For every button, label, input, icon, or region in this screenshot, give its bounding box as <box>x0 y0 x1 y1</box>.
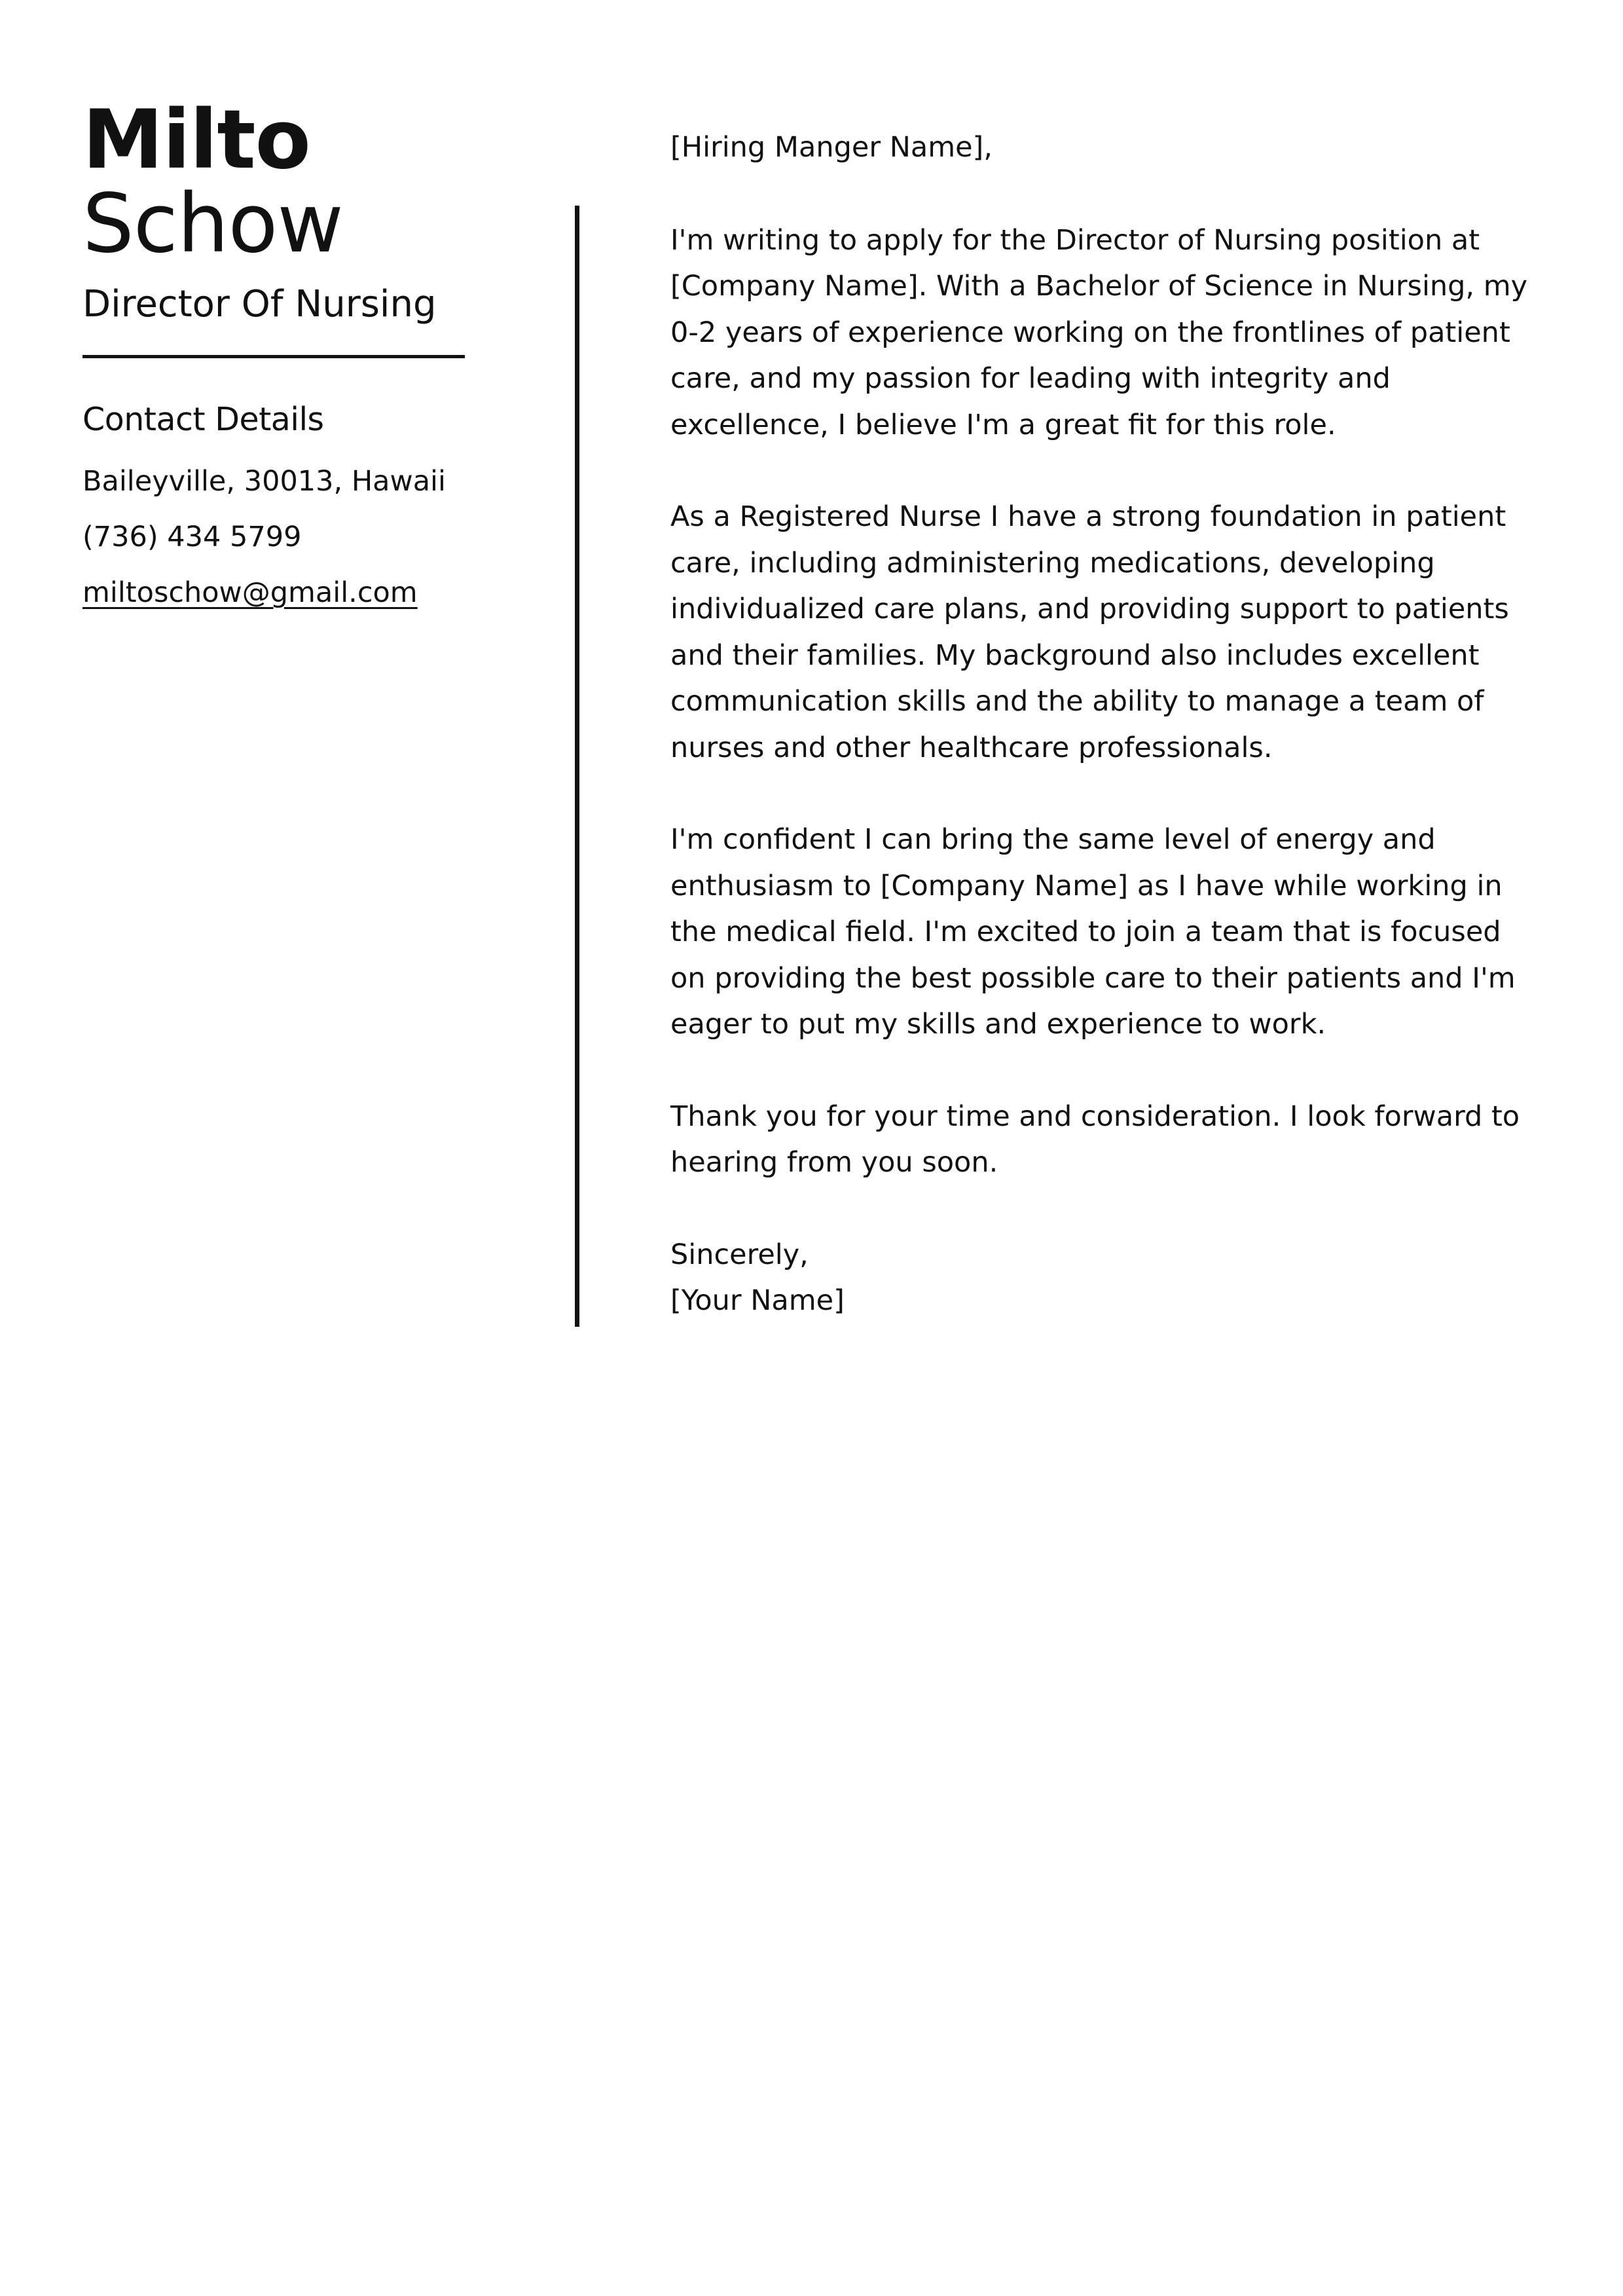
column-divider <box>575 206 579 1327</box>
letter-body <box>670 124 1535 1324</box>
letter-sign-off: Sincerely, <box>670 1238 809 1271</box>
job-title: Director Of Nursing <box>82 283 437 325</box>
contact-details-heading: Contact Details <box>82 401 324 438</box>
last-name: Schow <box>82 177 343 271</box>
contact-phone: (736) 434 5799 <box>82 521 302 553</box>
sidebar <box>82 93 488 611</box>
letter-paragraph: I'm confident I can bring the same level of energy and enthusiasm to [Company Name] as I have while working in the medical field. I'm excited to join a team that is focused on providing the best possible care to their patients and I'm eager to put my skills and experience to work. <box>670 823 1516 1041</box>
title-divider <box>82 355 465 358</box>
contact-email-link[interactable]: miltoschow@gmail.com <box>82 576 418 609</box>
first-name: Milto <box>82 93 310 187</box>
letter-closing <box>670 1232 1535 1324</box>
letter-salutation: [Hiring Manger Name], <box>670 131 993 164</box>
contact-address: Baileyville, 30013, Hawaii <box>82 465 446 498</box>
letter-paragraph: I'm writing to apply for the Director of Nursing position at [Company Name]. With a Bachelor of Science in Nursing, my 0-2 years of experience working on the frontlines of patient care, and my passion for leading with integrity and excellence, I believe I'm a great fit for this role. <box>670 223 1528 441</box>
letter-signature: [Your Name] <box>670 1284 845 1317</box>
letter-paragraph: Thank you for your time and consideration. I look forward to hearing from you soon. <box>670 1100 1520 1179</box>
letter-paragraph: As a Registered Nurse I have a strong foundation in patient care, including administering medications, developing individualized care plans, and providing support to patients and their families. My background also includes excellent communication skills and the ability to manage a team of nurses and other healthcare professionals. <box>670 500 1509 764</box>
